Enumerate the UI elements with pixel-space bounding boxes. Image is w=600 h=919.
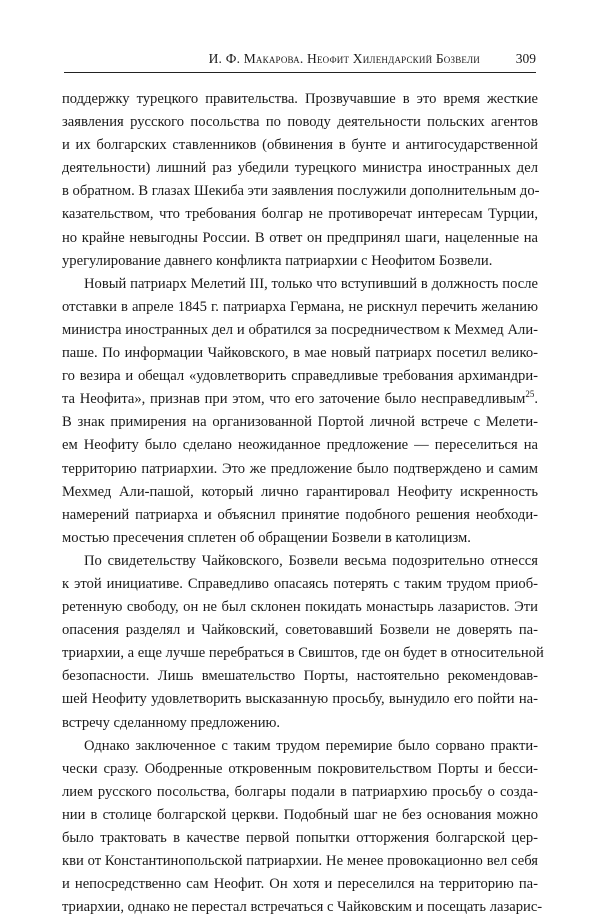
footnote-marker: 25: [525, 389, 535, 400]
running-head: И. Ф. Макарова. Неофит Хилендарский Бозвели: [208, 51, 480, 66]
text-line: ретенную свободу, он не был склонен покидать монастырь лазаристов. Эти: [62, 599, 538, 616]
text-line: к этой инициативе. Справедливо опасаясь потерять с таким трудом приоб-: [62, 575, 538, 592]
text-line: территорию патриархии. Это же предложение было подтверждено и самим: [62, 460, 538, 477]
text-line: та Неофита», признав при этом, что его заточение было несправедливым: [62, 391, 526, 408]
text-line: В знак примирения на организованной Портой личной встрече с Мелети-: [62, 414, 538, 431]
text-line: урегулирование давнего конфликта патриархии с Неофитом Бозвели.: [62, 252, 493, 269]
text-line: отставки в апреле 1845 г. патриарха Германа, не рискнул перечить желанию: [62, 298, 538, 315]
text-line: кви от Константинопольской патриархии. Не менее провокационно вел себя: [62, 853, 538, 870]
footnote-suffix: .: [534, 391, 538, 408]
text-line: ем Неофиту было сделано неожиданное предложение — переселиться на: [62, 437, 538, 454]
text-line: безопасности. Лишь вмешательство Порты, настоятельно рекомендовав-: [62, 668, 538, 685]
text-line: триархии, однако не перестал встречаться с Чайковским и посещать лазарис-: [62, 899, 543, 916]
text-line: лием русского посольства, болгары подали в патриархию просьбу о созда-: [62, 783, 538, 800]
text-line: министра иностранных дел и обратился за посредничеством к Мехмед Али-: [62, 321, 538, 338]
text-line: Однако заключенное с таким трудом перемирие было сорвано практи-: [84, 737, 538, 754]
text-line: деятельности) лишний раз убедили турецкого министра иностранных дел: [62, 160, 538, 177]
text-line: но крайне невыгодны России. В ответ он предпринял шаги, нацеленные на: [62, 229, 538, 246]
text-line: Новый патриарх Мелетий III, только что вступивший в должность после: [84, 275, 538, 292]
body-text: [62, 88, 544, 919]
text-line: мостью пресечения сплетен об обращении Бозвели в католицизм.: [62, 529, 471, 546]
text-line: Мехмед Али-пашой, который лично гарантировал Неофиту искренность: [62, 483, 538, 500]
text-line: шей Неофиту удовлетворить высказанную просьбу, вынудило его пойти на-: [62, 691, 538, 708]
text-line: поддержку турецкого правительства. Прозвучавшие в это время жесткие: [62, 91, 538, 107]
text-line: го везира и обещал «удовлетворить справедливые требования архимандри-: [62, 368, 538, 385]
page-number: 309: [515, 51, 536, 66]
text-line: в обратном. В глазах Шекиба эти заявления послужили дополнительным до-: [62, 183, 540, 200]
text-line: заявления русского посольства по поводу деятельности польских агентов: [62, 114, 538, 131]
text-line: триархии, а еще лучше перебраться в Свиштов, где он будет в относительной: [62, 645, 544, 662]
text-line: и их болгарских ставленников (обвинения в бунте и антигосударственной: [62, 137, 538, 154]
text-line: паше. По информации Чайковского, в мае новый патриарх посетил велико-: [62, 345, 538, 362]
page-header: [64, 48, 536, 73]
text-line: намерений патриарха и объяснил принятие подобного решения необходи-: [62, 506, 538, 523]
text-line: чески сразу. Ободренные откровенным покровительством Порты и бесси-: [62, 760, 538, 777]
text-line: и непосредственно сам Неофит. Он хотя и переселился на территорию па-: [62, 876, 538, 893]
text-line: опасения разделял и Чайковский, советовавший Бозвели не доверять па-: [62, 622, 538, 639]
text-line: По свидетельству Чайковского, Бозвели весьма подозрительно отнесся: [84, 552, 538, 569]
text-line-with-footnote: [62, 388, 538, 411]
text-line: казательством, что требования болгар не противоречат интересам Турции,: [62, 206, 538, 223]
text-line: нии в столице болгарской церкви. Подобный шаг не без основания можно: [62, 806, 538, 823]
text-line: встречу сделанному предложению.: [62, 714, 281, 731]
text-line: было трактовать в качестве первой попытки отторжения болгарской цер-: [62, 830, 538, 846]
